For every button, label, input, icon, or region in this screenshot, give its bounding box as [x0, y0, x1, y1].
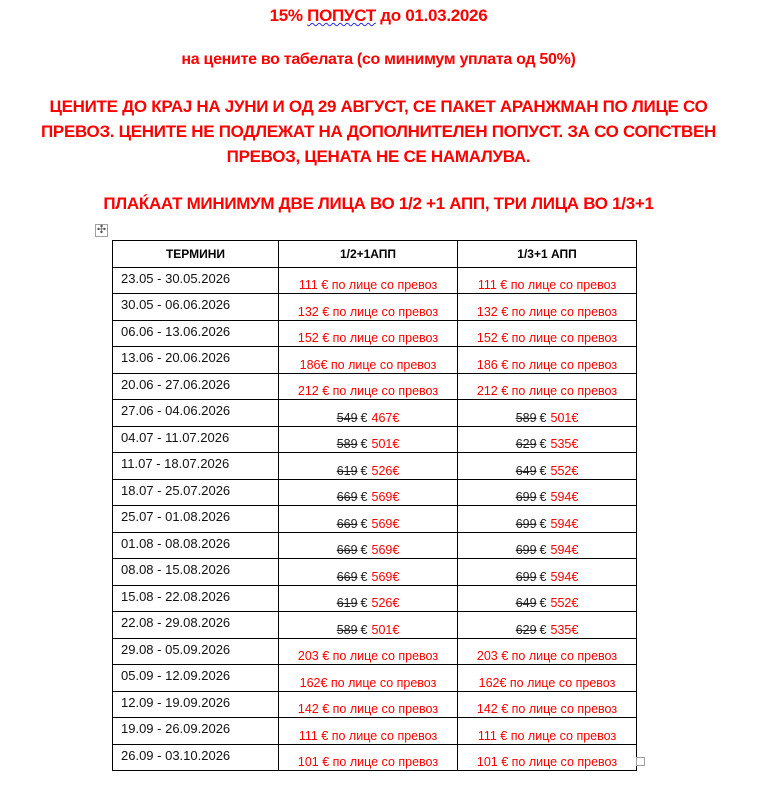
euro-sign: €: [360, 516, 368, 531]
price-cell-half: [279, 612, 458, 639]
old-price: 549: [336, 410, 358, 425]
discount-word: ПОПУСТ: [307, 6, 376, 25]
euro-sign: €: [360, 437, 368, 451]
price-cell-half: [279, 426, 458, 453]
old-price: 619: [336, 463, 358, 478]
euro-sign: €: [360, 622, 368, 637]
date-range-cell: 08.08 - 15.08.2026: [113, 559, 279, 586]
discounted-price: 501€: [371, 622, 400, 637]
column-header-half-board: 1/2+1АПП: [279, 241, 458, 268]
discounted-price: 526€: [371, 596, 400, 610]
price-cell-third: 111 € по лице со превоз: [458, 718, 637, 745]
date-range-cell: 26.09 - 03.10.2026: [113, 744, 279, 771]
old-price: 669: [336, 543, 358, 557]
price-cell-half: [279, 532, 458, 559]
old-price: 699: [515, 543, 537, 557]
old-price: 699: [515, 569, 537, 584]
discounted-price: 594€: [550, 569, 579, 584]
discount-note: на цените во табелата (со минимум уплата од 50%): [181, 51, 576, 68]
discounted-price: 552€: [550, 463, 579, 478]
table-row: [113, 638, 637, 665]
date-range-cell: 12.09 - 19.09.2026: [113, 691, 279, 718]
euro-sign: €: [539, 437, 547, 451]
table-row: [113, 479, 637, 506]
euro-sign: €: [539, 543, 547, 557]
discounted-price: 569€: [371, 490, 400, 504]
date-range-cell: 23.05 - 30.05.2026: [113, 267, 279, 294]
date-range-cell: 19.09 - 26.09.2026: [113, 718, 279, 745]
price-cell-third: 111 € по лице со превоз: [458, 267, 637, 294]
date-range-cell: 27.06 - 04.06.2026: [113, 400, 279, 427]
table-row: [113, 400, 637, 427]
table-header-row: [113, 241, 637, 268]
old-price: 589: [336, 622, 358, 637]
price-cell-half: [279, 400, 458, 427]
old-price: 699: [515, 490, 537, 504]
date-range-cell: 13.06 - 20.06.2026: [113, 347, 279, 374]
discounted-price: 569€: [371, 516, 400, 531]
column-header-third-board: 1/3+1 АПП: [458, 241, 637, 268]
price-cell-half: 111 € по лице со превоз: [279, 267, 458, 294]
table-row: [113, 506, 637, 533]
euro-sign: €: [360, 463, 368, 478]
table-row: [113, 373, 637, 400]
occupancy-note: ПЛАЌААТ МИНИМУМ ДВЕ ЛИЦА ВО 1/2 +1 АПП, ТРИ ЛИЦА ВО 1/3+1: [103, 194, 654, 213]
euro-sign: €: [360, 543, 368, 557]
discounted-price: 501€: [371, 437, 400, 451]
price-cell-third: 132 € по лице со превоз: [458, 294, 637, 321]
discounted-price: 535€: [550, 437, 579, 451]
price-cell-third: 162€ по лице со превоз: [458, 665, 637, 692]
date-range-cell: 25.07 - 01.08.2026: [113, 506, 279, 533]
discount-deadline: до 01.03.2026: [375, 6, 488, 25]
table-row: [113, 294, 637, 321]
date-range-cell: 15.08 - 22.08.2026: [113, 585, 279, 612]
price-cell-half: [279, 559, 458, 586]
price-cell-half: 152 € по лице со превоз: [279, 320, 458, 347]
price-cell-third: [458, 479, 637, 506]
table-row: [113, 665, 637, 692]
price-cell-third: [458, 559, 637, 586]
price-cell-half: [279, 506, 458, 533]
table-row: [113, 559, 637, 586]
notice-line-1: ЦЕНИТЕ ДО КРАЈ НА ЈУНИ И ОД 29 АВГУСТ, СЕ ПАКЕТ АРАНЖМАН ПО ЛИЦЕ СО: [49, 97, 708, 116]
discounted-price: 552€: [550, 596, 579, 610]
discounted-price: 501€: [550, 410, 579, 425]
move-arrows-icon[interactable]: ✣: [96, 224, 107, 236]
old-price: 589: [336, 437, 358, 451]
date-range-cell: 22.08 - 29.08.2026: [113, 612, 279, 639]
table-row: [113, 691, 637, 718]
price-cell-third: 212 € по лице со превоз: [458, 373, 637, 400]
euro-sign: €: [539, 410, 547, 425]
euro-sign: €: [360, 569, 368, 584]
price-cell-half: 101 € по лице со превоз: [279, 744, 458, 771]
old-price: 699: [515, 516, 537, 531]
date-range-cell: 18.07 - 25.07.2026: [113, 479, 279, 506]
discounted-price: 569€: [371, 569, 400, 584]
euro-sign: €: [539, 622, 547, 637]
old-price: 589: [515, 410, 537, 425]
price-cell-third: 152 € по лице со превоз: [458, 320, 637, 347]
price-cell-half: 186€ по лице со превоз: [279, 347, 458, 374]
table-row: [113, 426, 637, 453]
euro-sign: €: [539, 490, 547, 504]
price-cell-third: [458, 400, 637, 427]
table-row: [113, 612, 637, 639]
price-cell-half: 162€ по лице со превоз: [279, 665, 458, 692]
date-range-cell: 01.08 - 08.08.2026: [113, 532, 279, 559]
euro-sign: €: [539, 516, 547, 531]
discounted-price: 467€: [371, 410, 400, 425]
euro-sign: €: [539, 463, 547, 478]
price-cell-third: [458, 585, 637, 612]
euro-sign: €: [360, 490, 368, 504]
date-range-cell: 29.08 - 05.09.2026: [113, 638, 279, 665]
old-price: 669: [336, 490, 358, 504]
price-cell-half: 132 € по лице со превоз: [279, 294, 458, 321]
notice-line-3: ПРЕВОЗ, ЦЕНАТА НЕ СЕ НАМАЛУВА.: [226, 147, 531, 166]
discounted-price: 594€: [550, 490, 579, 504]
price-cell-half: 203 € по лице со превоз: [279, 638, 458, 665]
notice-line-2: ПРЕВОЗ. ЦЕНИТЕ НЕ ПОДЛЕЖАТ НА ДОПОЛНИТЕЛЕН ПОПУСТ. ЗА СО СОПСТВЕН: [40, 122, 717, 141]
price-cell-half: 212 € по лице со превоз: [279, 373, 458, 400]
date-range-cell: 20.06 - 27.06.2026: [113, 373, 279, 400]
table-row: [113, 585, 637, 612]
price-cell-third: [458, 532, 637, 559]
old-price: 629: [515, 622, 537, 637]
price-cell-third: 186 € по лице со превоз: [458, 347, 637, 374]
price-cell-third: 203 € по лице со превоз: [458, 638, 637, 665]
table-row: [113, 320, 637, 347]
euro-sign: €: [539, 596, 547, 610]
date-range-cell: 11.07 - 18.07.2026: [113, 453, 279, 480]
column-header-dates: ТЕРМИНИ: [113, 241, 279, 268]
date-range-cell: 30.05 - 06.06.2026: [113, 294, 279, 321]
discounted-price: 569€: [371, 543, 400, 557]
date-range-cell: 05.09 - 12.09.2026: [113, 665, 279, 692]
price-cell-half: [279, 453, 458, 480]
price-cell-third: 142 € по лице со превоз: [458, 691, 637, 718]
table-row: [113, 744, 637, 771]
discounted-price: 594€: [550, 516, 579, 531]
price-cell-half: [279, 585, 458, 612]
table-row: [113, 347, 637, 374]
discount-heading: [0, 6, 757, 26]
old-price: 669: [336, 516, 358, 531]
price-table: [112, 240, 637, 771]
price-cell-third: [458, 426, 637, 453]
old-price: 649: [515, 463, 537, 478]
table-row: [113, 267, 637, 294]
price-cell-third: 101 € по лице со превоз: [458, 744, 637, 771]
euro-sign: €: [360, 596, 368, 610]
old-price: 669: [336, 569, 358, 584]
discount-percent: 15%: [269, 6, 303, 25]
old-price: 629: [515, 437, 537, 451]
old-price: 649: [515, 596, 537, 610]
date-range-cell: 06.06 - 13.06.2026: [113, 320, 279, 347]
discounted-price: 535€: [550, 622, 579, 637]
euro-sign: €: [360, 410, 368, 425]
resize-handle-icon[interactable]: [636, 757, 645, 766]
table-row: [113, 453, 637, 480]
price-cell-third: [458, 453, 637, 480]
table-row: [113, 532, 637, 559]
price-cell-half: [279, 479, 458, 506]
price-cell-half: 111 € по лице со превоз: [279, 718, 458, 745]
price-cell-third: [458, 506, 637, 533]
date-range-cell: 04.07 - 11.07.2026: [113, 426, 279, 453]
discounted-price: 594€: [550, 543, 579, 557]
price-cell-third: [458, 612, 637, 639]
discounted-price: 526€: [371, 463, 400, 478]
table-row: [113, 718, 637, 745]
price-cell-half: 142 € по лице со превоз: [279, 691, 458, 718]
old-price: 619: [336, 596, 358, 610]
euro-sign: €: [539, 569, 547, 584]
